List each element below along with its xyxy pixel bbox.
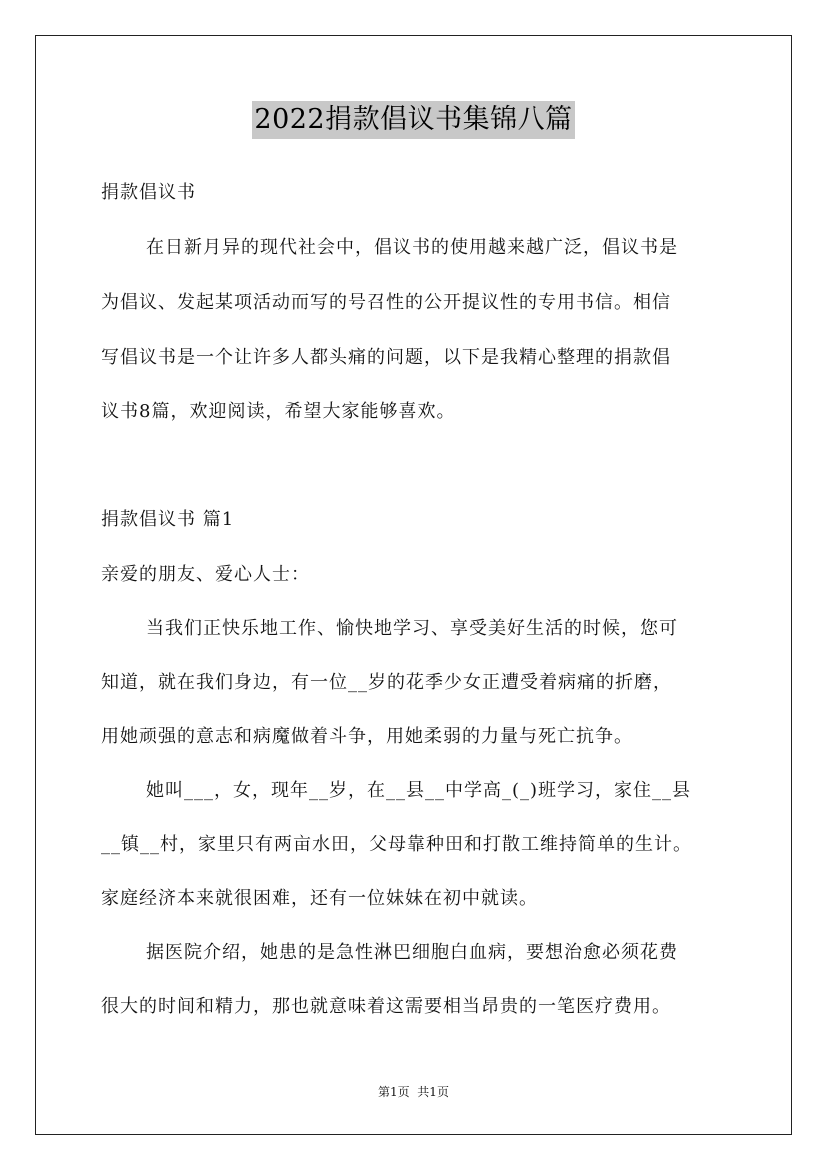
article1-heading: 捐款倡议书 篇1 <box>101 509 235 530</box>
intro-line-3: 写倡议书是一个让许多人都头痛的问题，以下是我精心整理的捐款倡 <box>101 347 671 368</box>
intro-line-2: 为倡议、发起某项活动而写的号召性的公开提议性的专用书信。相信 <box>101 292 671 313</box>
para1-line-1: 当我们正快乐地工作、愉快地学习、享受美好生活的时候，您可 <box>146 618 678 639</box>
title-wrap <box>0 101 827 139</box>
para2-line-1: 她叫___，女，现年__岁，在__县__中学高_(_)班学习，家住__县 <box>146 780 692 801</box>
intro-line-1: 在日新月异的现代社会中，倡议书的使用越来越广泛，倡议书是 <box>146 237 678 258</box>
section-heading: 捐款倡议书 <box>101 182 196 203</box>
para3-line-1: 据医院介绍，她患的是急性淋巴细胞白血病，要想治愈必须花费 <box>146 942 678 963</box>
para2-line-2: __镇__村，家里只有两亩水田，父母靠种田和打散工维持简单的生计。 <box>101 834 692 855</box>
page-footer: 第1页 共1页 <box>378 1085 449 1099</box>
document-title: 2022捐款倡议书集锦八篇 <box>252 101 574 139</box>
para1-line-2: 知道，就在我们身边，有一位__岁的花季少女正遭受着病痛的折磨， <box>101 672 672 693</box>
intro-line-4: 议书8篇，欢迎阅读，希望大家能够喜欢。 <box>101 401 456 422</box>
greeting: 亲爱的朋友、爱心人士： <box>101 564 310 585</box>
para2-line-3: 家庭经济本来就很困难，还有一位妹妹在初中就读。 <box>101 888 538 909</box>
para3-line-2: 很大的时间和精力，那也就意味着这需要相当昂贵的一笔医疗费用。 <box>101 996 671 1017</box>
para1-line-3: 用她顽强的意志和病魔做着斗争，用她柔弱的力量与死亡抗争。 <box>101 726 633 747</box>
